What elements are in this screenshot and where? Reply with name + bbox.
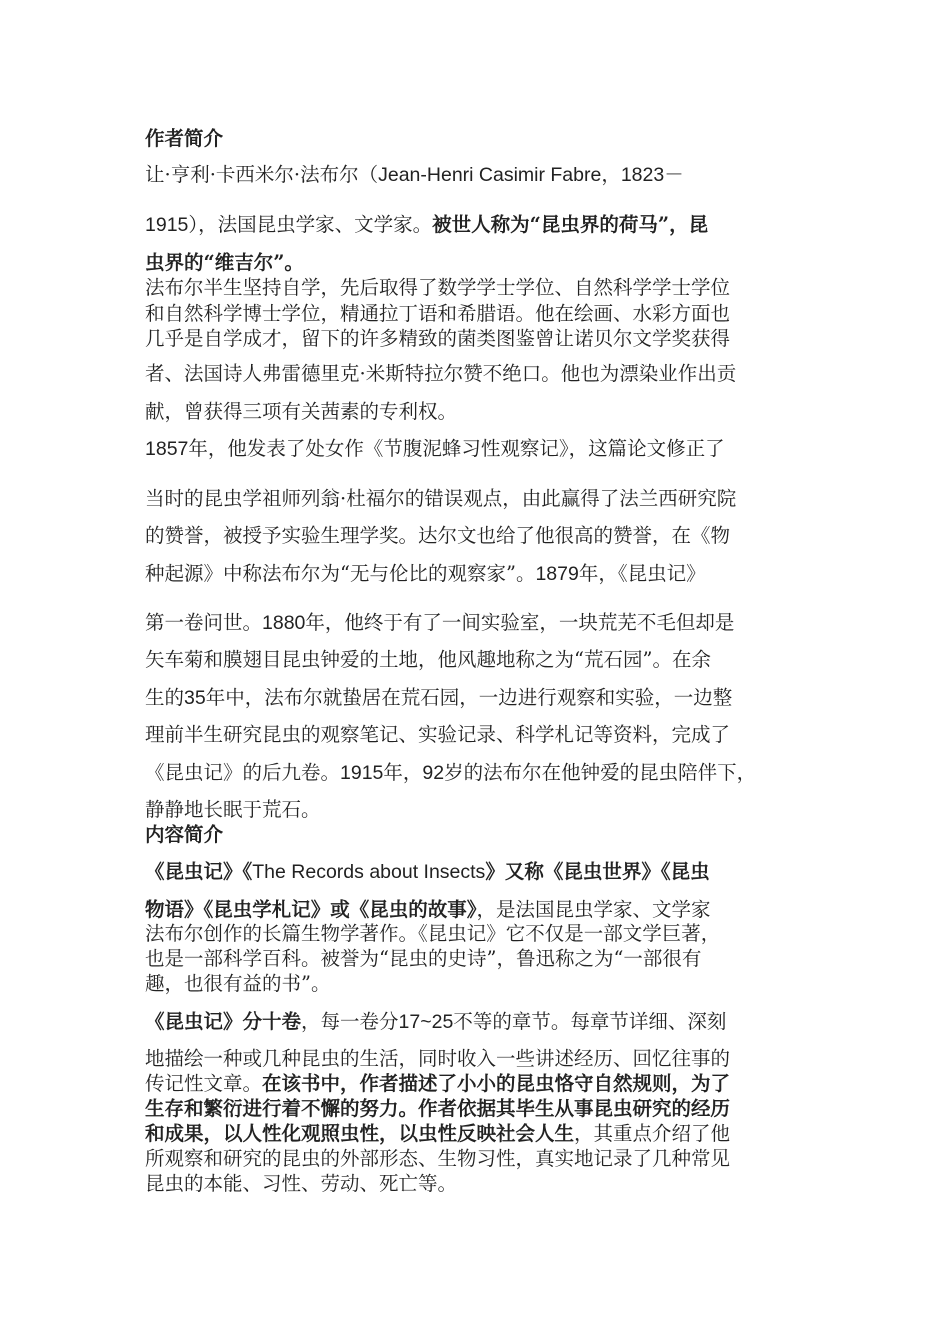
paragraph-line: 法布尔创作的长篇生物学著作。《昆虫记》它不仅是一部文学巨著， [145, 922, 721, 945]
paragraph-line: 静静地长眠于荒石。 [145, 798, 321, 821]
paragraph-line: 趣，也很有益的书”。 [145, 972, 331, 995]
text-run: ，其重点介绍了他 [574, 1122, 731, 1145]
paragraph-line: 法布尔半生坚持自学，先后取得了数学学士学位、自然科学学士学位 [145, 276, 731, 299]
bold-text-run: 被世人称为“昆虫界的荷马”，昆 [432, 213, 709, 236]
bold-text-run: 和成果，以人性化观照虫性，以虫性反映社会人生 [145, 1122, 575, 1145]
paragraph-line: 者、法国诗人弗雷德里克·米斯特拉尔赞不绝口。他也为漂染业作出贡 [145, 362, 737, 385]
text-run: 年，他终于有了一间实验室，一块荒芜不毛但却是 [305, 611, 735, 634]
paragraph-line [145, 213, 708, 237]
paragraph-line [145, 898, 711, 922]
text-run: 1879 [535, 563, 579, 585]
paragraph-line: 几乎是自学成才，留下的许多精致的菌类图鉴曾让诺贝尔文学奖获得 [145, 327, 731, 350]
text-run: Jean-Henri Casimir Fabre，1823－ [378, 164, 684, 186]
paragraph-line [145, 1072, 730, 1096]
paragraph-line: 的赞誉，被授予实验生理学奖。达尔文也给了他很高的赞誉，在《物 [145, 524, 731, 547]
text-run: 1915 [340, 762, 384, 784]
paragraph-line: 昆虫的本能、习性、劳动、死亡等。 [145, 1172, 458, 1195]
text-run: ，是法国昆虫学家、文学家 [476, 898, 711, 921]
paragraph-line [145, 163, 684, 187]
text-run: 不等的章节。每章节详细、深刻 [453, 1010, 727, 1033]
paragraph-line: 虫界的“维吉尔”。 [145, 251, 304, 274]
text-run: 年， [383, 761, 423, 784]
paragraph-line: 和自然科学博士学位，精通拉丁语和希腊语。他在绘画、水彩方面也 [145, 302, 731, 325]
text-run: 17~25 [398, 1011, 454, 1033]
text-run: 第一卷问世。 [145, 611, 263, 634]
paragraph-line [145, 860, 710, 884]
bold-text-run: 《昆虫记》分十卷 [145, 1010, 302, 1033]
text-run: 生的 [145, 686, 185, 709]
bold-text-run: 》又称《昆虫世界》《昆虫 [485, 860, 710, 883]
bold-text-run: 在该书中，作者描述了小小的昆虫恪守自然规则，为了 [262, 1072, 731, 1095]
text-run: 1915 [145, 214, 189, 236]
bold-text-run: 《昆虫记》《 [145, 860, 253, 883]
paragraph-line: 所观察和研究的昆虫的外部形态、生物习性，真实地记录了几种常见 [145, 1147, 731, 1170]
text-run: ，每一卷分 [301, 1010, 399, 1033]
text-run: 《昆虫记》的后九卷。 [145, 761, 341, 784]
paragraph-line [145, 686, 732, 710]
text-run: ），法国昆虫学家、文学家。 [188, 213, 433, 236]
bold-text-run: 物语》《昆虫学札记》或《昆虫的故事》 [145, 898, 477, 921]
paragraph-line [145, 1122, 730, 1146]
content-intro-heading: 内容简介 [145, 823, 224, 846]
text-run: 传记性文章。 [145, 1072, 263, 1095]
author-intro-heading: 作者简介 [145, 127, 224, 150]
text-run: 35 [184, 687, 206, 709]
text-run: 92 [422, 762, 445, 784]
paragraph-line [145, 437, 725, 461]
paragraph-line: 献，曾获得三项有关茜素的专利权。 [145, 400, 458, 423]
text-run: The Records about Insects [252, 861, 486, 883]
paragraph-line: 也是一部科学百科。被誉为“昆虫的史诗”，鲁迅称之为“一部很有 [145, 947, 702, 970]
paragraph-line [145, 611, 734, 635]
paragraph-line: 矢车菊和膜翅目昆虫钟爱的土地，他风趣地称之为“荒石园”。在余 [145, 648, 711, 671]
text-run: 年中，法布尔就蛰居在荒石园，一边进行观察和实验，一边整 [205, 686, 733, 709]
text-run: 让·亨利·卡西米尔·法布尔（ [145, 163, 379, 186]
paragraph-line [145, 562, 706, 586]
paragraph-line [145, 1010, 726, 1034]
paragraph-line: 地描绘一种或几种昆虫的生活，同时收入一些讲述经历、回忆往事的 [145, 1047, 731, 1070]
text-run: 年，《昆虫记》 [578, 562, 706, 585]
text-run: 1880 [262, 612, 306, 634]
text-run: 1857 [145, 438, 189, 460]
text-run: 种起源》中称法布尔为“无与伦比的观察家”。 [145, 562, 536, 585]
paragraph-line [145, 761, 756, 785]
text-run: 岁的法布尔在他钟爱的昆虫陪伴下， [444, 761, 757, 784]
paragraph-line: 理前半生研究昆虫的观察笔记、实验记录、科学札记等资料，完成了 [145, 723, 731, 746]
paragraph-line: 生存和繁衍进行着不懈的努力。作者依据其毕生从事昆虫研究的经历 [145, 1097, 731, 1120]
text-run: 年，他发表了处女作《节腹泥蜂习性观察记》，这篇论文修正了 [188, 437, 725, 460]
paragraph-line: 当时的昆虫学祖师列翁·杜福尔的错误观点，由此赢得了法兰西研究院 [145, 487, 737, 510]
